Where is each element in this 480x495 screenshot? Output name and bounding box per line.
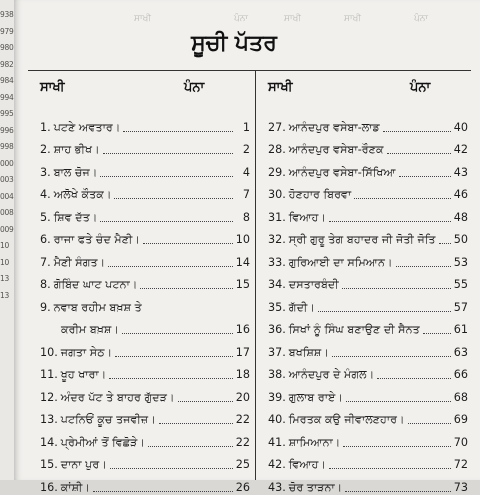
prev-page-number: 10 [0, 257, 9, 267]
prev-page-number: 995 [0, 109, 14, 118]
header-divider [28, 70, 471, 71]
entry-title: ਗੋਬਿੰਦ ਘਾਟ ਪਟਨਾ। [53, 278, 138, 291]
entry-title: ਚੋਰ ਤਾੜਨਾ। [288, 480, 343, 494]
right-toc-column [268, 112, 468, 495]
entry-page-number: 55 [453, 278, 468, 291]
right-column-header: ਸਾਖੀ [268, 80, 293, 95]
toc-entry [40, 225, 250, 248]
entry-number: 3. [40, 165, 51, 179]
entry-number: 14. [40, 435, 58, 449]
entry-title: ਵਿਆਹ। [288, 458, 326, 471]
entry-number: 41. [268, 435, 286, 449]
dot-leader [377, 378, 450, 379]
entry-page-number: 16 [235, 323, 250, 336]
entry-title: ਆਨੰਦਪੁਰ ਵਸੇਬਾ-ਲਾਡ [288, 120, 380, 134]
entry-number: 16. [40, 480, 58, 494]
toc-entry [40, 202, 250, 225]
dot-leader [108, 266, 233, 267]
entry-title: ਬਖਸ਼ਿਸ਼। [288, 345, 329, 359]
entry-page-number: 20 [235, 390, 250, 404]
toc-entry [268, 315, 468, 338]
toc-entry [40, 472, 250, 495]
entry-number: 12. [40, 390, 58, 404]
prev-page-number: 996 [0, 125, 14, 135]
entry-title: ਕਰੀਮ ਬਖ਼ਸ਼। [61, 323, 119, 336]
toc-entry [40, 157, 250, 180]
toc-entry [268, 382, 468, 405]
dot-leader [423, 333, 451, 334]
entry-page-number: 72 [453, 458, 468, 471]
toc-entry [40, 427, 250, 450]
entry-page-number: 61 [453, 323, 468, 336]
entry-title: ਵਿਆਹ। [288, 210, 326, 224]
prev-page-number: 984 [0, 76, 14, 85]
dot-leader [100, 176, 233, 177]
entry-page-number: 15 [235, 278, 250, 291]
bleed-text: ਸਾਖੀ [284, 14, 301, 24]
entry-number: 38. [268, 368, 286, 381]
prev-page-number: 998 [0, 142, 14, 151]
entry-number: 6. [40, 233, 51, 246]
dot-leader [143, 243, 233, 244]
entry-page-number: 53 [453, 255, 468, 269]
entry-page-number: 66 [453, 368, 468, 381]
entry-page-number: 17 [235, 345, 250, 359]
entry-page-number: 8 [242, 210, 250, 224]
entry-page-number: 50 [453, 233, 468, 246]
book-page [14, 0, 480, 494]
dot-leader [346, 401, 451, 402]
toc-entry [268, 405, 468, 428]
entry-number: 34. [268, 278, 286, 291]
entry-page-number: 46 [453, 188, 468, 201]
entry-number: 13. [40, 413, 58, 426]
entry-title: ਪਟਨਿਓਂ ਕੂਚ ਤਜਵੀਜ਼। [60, 413, 156, 426]
entry-title: ਅੰਦਰ ਪੱਟ ਤੇ ਬਾਹਰ ਗੁੱਦੜ। [60, 390, 175, 404]
entry-number: 2. [40, 143, 51, 156]
entry-page-number: 4 [242, 165, 250, 179]
dot-leader [100, 221, 233, 222]
entry-title: ਕਾਂਸ਼ੀ। [60, 480, 90, 494]
entry-number: 31. [268, 210, 286, 224]
toc-entry [40, 292, 250, 315]
entry-title: ਖੂਹ ਖਾਰਾ। [60, 368, 107, 381]
toc-entry [40, 247, 250, 270]
dot-leader [329, 468, 451, 469]
entry-title: ਦਾਨਾ ਪੁਰ। [60, 458, 107, 471]
entry-page-number: 42 [453, 143, 468, 156]
toc-entry [268, 157, 468, 180]
toc-entry [268, 337, 468, 360]
prev-page-number: 008 [0, 208, 14, 217]
entry-number: 35. [268, 300, 286, 314]
prev-page-number: 982 [0, 59, 14, 69]
entry-page-number: 7 [242, 188, 250, 201]
toc-entry [40, 360, 250, 383]
dot-leader [396, 266, 451, 267]
entry-title: ਆਨੰਦਪੁਰ ਵਸੇਬਾ-ਰੌਣਕ [288, 143, 384, 156]
entry-page-number: 22 [235, 435, 250, 449]
dot-leader [123, 131, 233, 132]
entry-page-number: 43 [453, 165, 468, 179]
entry-number: 7. [40, 255, 51, 269]
dot-leader [342, 288, 451, 289]
prev-page-number: 13 [0, 290, 9, 300]
toc-entry [268, 112, 468, 135]
dot-leader [439, 243, 451, 244]
entry-number: 32. [268, 233, 286, 246]
prev-page-number: 000 [0, 158, 14, 168]
toc-entry [40, 135, 250, 158]
column-divider [255, 70, 256, 480]
toc-entry [268, 472, 468, 495]
entry-title: ਗੱਦੀ। [288, 300, 315, 314]
entry-title: ਸ਼ਾਮਿਆਨਾ। [288, 435, 341, 449]
prev-page-number: 10 [0, 241, 9, 250]
entry-number: 8. [40, 278, 51, 291]
toc-entry [40, 337, 250, 360]
dot-leader [103, 153, 233, 154]
dot-leader [122, 333, 233, 334]
dot-leader [110, 468, 233, 469]
toc-entry [268, 180, 468, 203]
toc-entry [268, 247, 468, 270]
dot-leader [140, 288, 232, 289]
entry-page-number: 48 [453, 210, 468, 224]
previous-page-edge [0, 0, 15, 480]
entry-page-number: 69 [453, 413, 468, 426]
entry-page-number: 22 [235, 413, 250, 426]
entry-number: 9. [40, 300, 51, 314]
entry-number: 4. [40, 188, 51, 201]
toc-entry [268, 135, 468, 158]
entry-page-number: 63 [453, 345, 468, 359]
entry-number: 27. [268, 120, 286, 134]
entry-title: ਦਸਤਾਰਬੰਦੀ [288, 278, 339, 291]
dot-leader [354, 198, 451, 199]
entry-number: 15. [40, 458, 58, 471]
toc-entry [40, 450, 250, 473]
dot-leader [383, 131, 451, 132]
toc-entry [268, 202, 468, 225]
entry-title: ਆਨੰਦਪੁਰ ਵਸੇਬਾ-ਸਿੱਖਿਆ [288, 165, 396, 179]
entry-page-number: 18 [235, 368, 250, 381]
entry-page-number: 25 [235, 458, 250, 471]
dot-leader [93, 491, 233, 492]
dot-leader [114, 198, 233, 199]
entry-page-number: 70 [453, 435, 468, 449]
entry-page-number: 26 [235, 480, 250, 494]
prev-page-number: 003 [0, 175, 14, 184]
prev-page-number: 938 [0, 10, 14, 19]
toc-entry [268, 270, 468, 293]
toc-entry [40, 315, 250, 338]
entry-title: ਅਲੋਖੇ ਕੌਤਕ। [53, 188, 112, 201]
dot-leader [329, 221, 451, 222]
left-page-header: ਪੰਨਾ [184, 80, 205, 95]
entry-number: 1. [40, 120, 51, 134]
entry-title: ਮਿਰਤਕ ਕਉ ਜੀਵਾਲਣਹਾਰ। [288, 413, 405, 426]
entry-number: 42. [268, 458, 286, 471]
entry-title: ਬਾਲ ਚੋਜ। [53, 165, 98, 179]
prev-page-number: 994 [0, 92, 14, 102]
toc-entry [40, 270, 250, 293]
entry-number: 5. [40, 210, 51, 224]
toc-entry [268, 450, 468, 473]
entry-title: ਜਗਤਾ ਸੇਠ। [60, 345, 113, 359]
entry-title: ਸਿਖਾਂ ਨੂੰ ਸਿੰਘ ਬਣਾਉਣ ਦੀ ਸੈਨਤ [288, 323, 420, 336]
entry-title: ਹੋਣਹਾਰ ਬਿਰਵਾ [288, 188, 352, 201]
entry-title: ਸ਼ਾਹ ਭੀਖ। [53, 143, 100, 156]
entry-title: ਮੈਣੀ ਸੰਗਤ। [53, 255, 106, 269]
entry-number: 36. [268, 323, 286, 336]
entry-page-number: 73 [453, 480, 468, 494]
dot-leader [387, 153, 451, 154]
entry-title: ਨਵਾਬ ਰਹੀਮ ਬਖ਼ਸ਼ ਤੇ [53, 300, 142, 314]
entry-number: 11. [40, 368, 58, 381]
bleed-text: ਪੰਨਾ [234, 14, 249, 24]
right-page-header: ਪੰਨਾ [410, 80, 431, 95]
entry-number: 28. [268, 143, 286, 156]
entry-title: ਗੁਲਾਬ ਰਾਏ। [288, 390, 343, 404]
dot-leader [332, 356, 451, 357]
page-title: ਸੂਚੀ ਪੱਤਰ [191, 30, 277, 56]
entry-page-number: 57 [453, 300, 468, 314]
entry-number: 29. [268, 165, 286, 179]
entry-number: 37. [268, 345, 286, 359]
toc-entry [268, 225, 468, 248]
entry-page-number: 10 [235, 233, 250, 246]
entry-page-number: 68 [453, 390, 468, 404]
entry-title: ਗੁਰਿਆਈ ਦਾ ਸਮਿਆਨ। [288, 255, 393, 269]
dot-leader [318, 311, 451, 312]
entry-title: ਆਨੰਦਪੁਰ ਦੇ ਮੰਗਲ। [288, 368, 375, 381]
dot-leader [399, 176, 451, 177]
entry-title: ਰਾਜਾ ਫਤੇ ਚੰਦ ਮੈਣੀ। [53, 233, 140, 246]
entry-number: 39. [268, 390, 286, 404]
toc-entry [268, 360, 468, 383]
dot-leader [178, 401, 233, 402]
dot-leader [408, 423, 451, 424]
entry-number: 10. [40, 345, 58, 359]
toc-entry [40, 112, 250, 135]
entry-title: ਸ਼ਿਵ ਦੱਤ। [53, 210, 98, 224]
dot-leader [148, 446, 233, 447]
prev-page-number: 009 [0, 224, 14, 234]
dot-leader [109, 378, 232, 379]
bleed-through-text [14, 10, 480, 30]
dot-leader [343, 446, 450, 447]
toc-entry [40, 180, 250, 203]
bleed-text: ਸਾਖੀ [134, 14, 151, 24]
entry-title: ਪਟਣੇ ਅਵਤਾਰ। [53, 120, 121, 134]
left-toc-column [40, 112, 250, 495]
entry-number: 40. [268, 413, 286, 426]
entry-number: 43. [268, 480, 286, 494]
prev-page-number: 979 [0, 26, 14, 36]
toc-entry [40, 405, 250, 428]
dot-leader [115, 356, 233, 357]
entry-page-number: 1 [242, 120, 250, 134]
entry-title: ਪ੍ਰੇਮੀਆਂ ਤੋਂ ਵਿਛੋੜੇ। [60, 435, 145, 449]
prev-page-number: 13 [0, 274, 9, 283]
bleed-text: ਸਾਖੀ [344, 14, 361, 24]
toc-entry [268, 427, 468, 450]
entry-number: 30. [268, 188, 286, 201]
bleed-text: ਪੰਨਾ [414, 14, 429, 24]
entry-page-number: 14 [235, 255, 250, 269]
left-column-header: ਸਾਖੀ [40, 80, 65, 95]
dot-leader [345, 491, 451, 492]
toc-entry [268, 292, 468, 315]
prev-page-number: 004 [0, 191, 14, 201]
entry-page-number: 2 [242, 143, 250, 156]
entry-number: 33. [268, 255, 286, 269]
prev-page-number: 980 [0, 43, 14, 52]
dot-leader [159, 423, 233, 424]
entry-page-number: 40 [453, 120, 468, 134]
entry-title: ਸ੍ਰੀ ਗੁਰੂ ਤੇਗ ਬਹਾਦਰ ਜੀ ਜੋਤੀ ਜੋਤਿ [288, 233, 436, 246]
toc-entry [40, 382, 250, 405]
